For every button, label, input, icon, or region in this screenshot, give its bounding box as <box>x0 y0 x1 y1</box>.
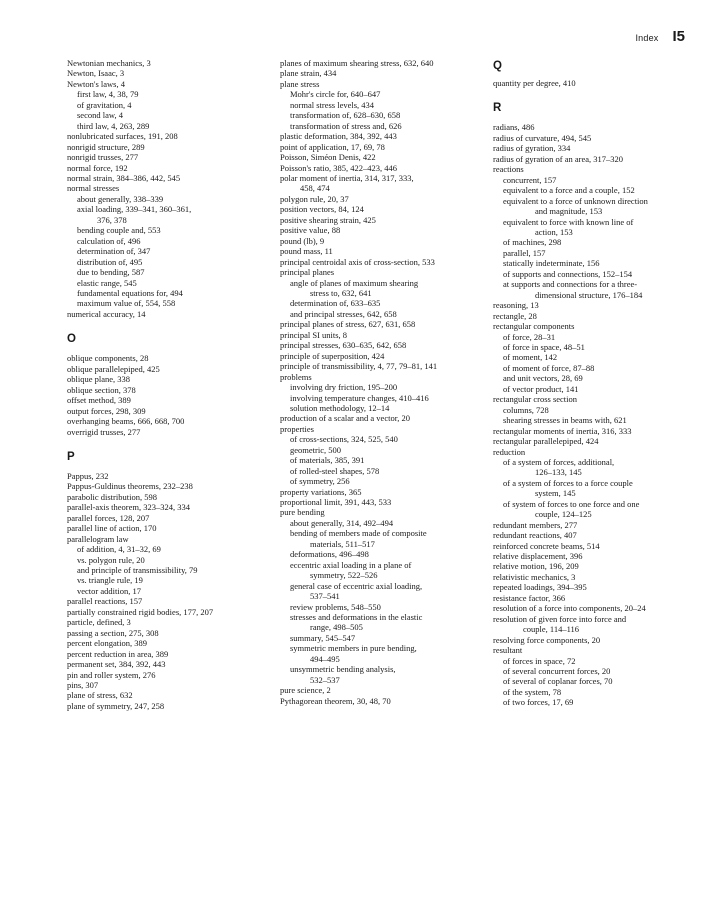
index-entry: pins, 307 <box>67 680 99 691</box>
index-subentry: statically indeterminate, 156 <box>503 258 600 269</box>
index-subentry: normal stress levels, 434 <box>290 99 375 110</box>
index-entry: plastic deformation, 384, 392, 443 <box>280 131 397 142</box>
index-entry: position vectors, 84, 124 <box>280 204 364 215</box>
index-subentry: vs. polygon rule, 20 <box>77 554 145 565</box>
index-entry: point of application, 17, 69, 78 <box>280 141 385 152</box>
index-entry: numerical accuracy, 14 <box>67 308 146 319</box>
index-entry: Pappus, 232 <box>67 470 109 481</box>
index-entry: polygon rule, 20, 37 <box>280 193 349 204</box>
index-entry: resolution of a force into components, 20–24 <box>493 603 646 614</box>
index-entry: reactions <box>493 164 524 175</box>
index-entry: nonlubricated surfaces, 191, 208 <box>67 131 178 142</box>
index-entry-continuation: 458, 474 <box>300 183 330 194</box>
index-subentry: second law, 4 <box>77 110 123 121</box>
index-subentry: of several of coplanar forces, 70 <box>503 676 613 687</box>
index-entry: percent elongation, 389 <box>67 638 148 649</box>
index-entry: oblique components, 28 <box>67 353 149 364</box>
index-subentry: of gravitation, 4 <box>77 99 132 110</box>
index-subentry: of machines, 298 <box>503 237 562 248</box>
index-subentry: eccentric axial loading in a plane of <box>290 559 412 570</box>
index-entry: rectangular moments of inertia, 316, 333 <box>493 425 632 436</box>
index-entry: positive value, 88 <box>280 225 341 236</box>
index-subentry: fundamental equations for, 494 <box>77 287 183 298</box>
index-entry: problems <box>280 371 312 382</box>
index-entry: normal strain, 384–386, 442, 545 <box>67 172 181 183</box>
index-entry: permanent set, 384, 392, 443 <box>67 659 166 670</box>
index-entry: polar moment of inertia, 314, 317, 333, <box>280 172 414 183</box>
index-subentry: of moment of force, 87–88 <box>503 362 595 373</box>
index-entry-continuation: couple, 114–116 <box>523 624 580 635</box>
index-subentry: stresses and deformations in the elastic <box>290 612 423 623</box>
index-column-3 <box>493 58 693 708</box>
index-entry: overhanging beams, 666, 668, 700 <box>67 416 185 427</box>
index-subentry: deformations, 496–498 <box>290 549 369 560</box>
index-entry: radians, 486 <box>493 122 535 133</box>
index-subentry: general case of eccentric axial loading, <box>290 580 423 591</box>
index-entry-continuation: system, 145 <box>535 488 576 499</box>
index-subentry: distribution of, 495 <box>77 256 143 267</box>
index-entry: Pappus-Guldinus theorems, 232–238 <box>67 481 193 492</box>
index-subentry: parallel, 157 <box>503 247 546 258</box>
index-subentry: of system of forces to one force and one <box>503 498 640 509</box>
index-subentry: involving temperature changes, 410–416 <box>290 392 429 403</box>
index-entry: rectangular components <box>493 321 575 332</box>
index-entry: nonrigid structure, 289 <box>67 141 145 152</box>
index-subentry: bending of members made of composite <box>290 528 427 539</box>
index-entry-continuation: 537–541 <box>310 591 340 602</box>
index-subentry: involving dry friction, 195–200 <box>290 382 398 393</box>
section-letter: R <box>493 102 502 115</box>
index-entry: relativistic mechanics, 3 <box>493 571 576 582</box>
index-subentry: determination of, 347 <box>77 246 151 257</box>
section-title: Index <box>635 33 659 43</box>
index-subentry: equivalent to force with known line of <box>503 216 634 227</box>
index-subentry: equivalent to a force and a couple, 152 <box>503 185 635 196</box>
index-entry-continuation: and magnitude, 153 <box>535 206 603 217</box>
index-subentry: of addition, 4, 31–32, 69 <box>77 544 161 555</box>
index-entry: rectangular parallelepiped, 424 <box>493 436 599 447</box>
index-subentry: about generally, 338–339 <box>77 193 164 204</box>
index-entry: nonrigid trusses, 277 <box>67 152 139 163</box>
index-subentry: of vector product, 141 <box>503 383 579 394</box>
index-entry: overrigid trusses, 277 <box>67 426 141 437</box>
index-entry: Poisson, Siméon Denis, 422 <box>280 152 376 163</box>
index-subentry: of force, 28–31 <box>503 331 556 342</box>
index-entry-continuation: 126–133, 145 <box>535 467 582 478</box>
section-letter: Q <box>493 60 502 72</box>
index-subentry: of moment, 142 <box>503 352 558 363</box>
index-entry: plane of symmetry, 247, 258 <box>67 700 165 711</box>
index-entry: radius of gyration, 334 <box>493 143 571 154</box>
index-entry-continuation: action, 153 <box>535 226 573 237</box>
index-entry: percent reduction in area, 389 <box>67 648 169 659</box>
index-entry: Newtonian mechanics, 3 <box>67 58 151 68</box>
index-entry: principle of transmissibility, 4, 77, 79–81, 141 <box>280 361 438 372</box>
index-entry: principal stresses, 630–635, 642, 658 <box>280 340 407 351</box>
index-entry: oblique section, 378 <box>67 384 136 395</box>
index-subentry: review problems, 548–550 <box>290 601 381 612</box>
index-entry: relative motion, 196, 209 <box>493 561 579 572</box>
index-entry: principal planes <box>280 267 335 278</box>
index-entry: reasoning, 13 <box>493 300 539 311</box>
index-subentry: first law, 4, 38, 79 <box>77 89 139 100</box>
index-subentry: third law, 4, 263, 289 <box>77 120 150 131</box>
index-entry-continuation: range, 498–505 <box>310 622 363 633</box>
index-entry: plane strain, 434 <box>280 68 337 79</box>
index-column-1 <box>67 58 267 711</box>
index-subentry: elastic range, 545 <box>77 277 137 288</box>
index-entry: passing a section, 275, 308 <box>67 627 159 638</box>
index-subentry: about generally, 314, 492–494 <box>290 517 394 528</box>
index-entry: resolving force components, 20 <box>493 634 601 645</box>
index-subentry: of two forces, 17, 69 <box>503 697 574 708</box>
index-subentry: axial loading, 339–341, 360–361, <box>77 204 192 215</box>
index-subentry: shearing stresses in beams with, 621 <box>503 415 627 426</box>
index-subentry: and unit vectors, 28, 69 <box>503 373 583 384</box>
index-entry: parabolic distribution, 598 <box>67 491 157 502</box>
index-entry: normal force, 192 <box>67 162 128 173</box>
index-entry: partially constrained rigid bodies, 177, 207 <box>67 606 214 617</box>
index-entry: pure science, 2 <box>280 685 331 696</box>
index-subentry: of materials, 385, 391 <box>290 455 365 466</box>
index-entry: principal centroidal axis of cross-section, 533 <box>280 256 435 267</box>
running-header <box>635 28 685 45</box>
index-entry: pure bending <box>280 507 325 518</box>
index-subentry: transformation of, 628–630, 658 <box>290 110 401 121</box>
index-entry: radius of gyration of an area, 317–320 <box>493 153 624 164</box>
index-entry: property variations, 365 <box>280 486 362 497</box>
index-subentry: at supports and connections for a three- <box>503 279 638 290</box>
index-entry: plane stress <box>280 78 320 89</box>
index-entry: parallel forces, 128, 207 <box>67 512 150 523</box>
index-subentry: of supports and connections, 152–154 <box>503 268 633 279</box>
index-entry-continuation: 494–495 <box>310 653 340 664</box>
index-entry: offset method, 389 <box>67 395 131 406</box>
index-subentry: calculation of, 496 <box>77 235 141 246</box>
index-entry: parallel-axis theorem, 323–324, 334 <box>67 502 190 513</box>
index-entry: resolution of given force into force and <box>493 613 627 624</box>
index-column-2 <box>280 58 480 706</box>
index-entry: Newton's laws, 4 <box>67 78 125 89</box>
index-entry: pound mass, 11 <box>280 246 333 257</box>
index-entry: properties <box>280 423 314 434</box>
index-entry: particle, defined, 3 <box>67 617 131 628</box>
index-entry: repeated loadings, 394–395 <box>493 582 587 593</box>
index-subentry: columns, 728 <box>503 404 549 415</box>
section-letter: O <box>67 333 76 346</box>
index-entry: plane of stress, 632 <box>67 690 133 701</box>
index-subentry: summary, 545–547 <box>290 632 356 643</box>
index-subentry: of a system of forces, additional, <box>503 456 615 467</box>
index-entry: relative displacement, 396 <box>493 551 583 562</box>
index-entry: radius of curvature, 494, 545 <box>493 132 592 143</box>
index-subentry: of cross-sections, 324, 525, 540 <box>290 434 398 445</box>
index-entry-continuation: 376, 378 <box>97 214 127 225</box>
index-subentry: of a system of forces to a force couple <box>503 477 633 488</box>
index-entry: resultant <box>493 645 523 656</box>
index-entry: oblique parallelepiped, 425 <box>67 363 160 374</box>
index-subentry: unsymmetric bending analysis, <box>290 664 396 675</box>
index-subentry: of force in space, 48–51 <box>503 341 585 352</box>
index-entry: pin and roller system, 276 <box>67 669 156 680</box>
index-entry: reinforced concrete beams, 514 <box>493 540 600 551</box>
index-entry: quantity per degree, 410 <box>493 78 576 88</box>
index-subentry: maximum value of, 554, 558 <box>77 298 176 309</box>
index-entry: reduction <box>493 446 526 457</box>
index-subentry: symmetric members in pure bending, <box>290 643 417 654</box>
index-subentry: of the system, 78 <box>503 686 562 697</box>
index-entry: Newton, Isaac, 3 <box>67 68 125 79</box>
index-subentry: of symmetry, 256 <box>290 476 350 487</box>
index-subentry: equivalent to a force of unknown direction <box>503 195 648 206</box>
index-entry: output forces, 298, 309 <box>67 405 146 416</box>
index-entry: principal planes of stress, 627, 631, 658 <box>280 319 416 330</box>
index-entry: normal stresses <box>67 183 120 194</box>
index-subentry: angle of planes of maximum shearing <box>290 277 419 288</box>
index-subentry: Mohr's circle for, 640–647 <box>290 89 381 100</box>
index-entry-continuation: materials, 511–517 <box>310 538 375 549</box>
index-entry-continuation: dimensional structure, 176–184 <box>535 289 643 300</box>
index-entry-continuation: symmetry, 522–526 <box>310 570 378 581</box>
index-subentry: solution methodology, 12–14 <box>290 402 390 413</box>
index-entry-continuation: 532–537 <box>310 674 340 685</box>
index-entry: parallel line of action, 170 <box>67 523 157 534</box>
page-number: I5 <box>672 28 685 45</box>
index-subentry: determination of, 633–635 <box>290 298 381 309</box>
index-subentry: transformation of stress and, 626 <box>290 120 402 131</box>
index-entry-continuation: stress to, 632, 641 <box>310 287 372 298</box>
index-subentry: concurrent, 157 <box>503 174 557 185</box>
index-entry-continuation: couple, 124–125 <box>535 509 592 520</box>
index-entry: redundant reactions, 407 <box>493 530 577 541</box>
index-subentry: of forces in space, 72 <box>503 655 576 666</box>
index-entry: parallel reactions, 157 <box>67 596 143 607</box>
index-entry: principle of superposition, 424 <box>280 350 385 361</box>
index-entry: resistance factor, 366 <box>493 592 566 603</box>
index-subentry: vs. triangle rule, 19 <box>77 575 143 586</box>
index-entry: oblique plane, 338 <box>67 374 131 385</box>
index-entry: parallelogram law <box>67 533 129 544</box>
index-entry: planes of maximum shearing stress, 632, 640 <box>280 58 434 68</box>
index-entry: rectangular cross section <box>493 394 578 405</box>
index-entry: Poisson's ratio, 385, 422–423, 446 <box>280 162 397 173</box>
index-subentry: of several concurrent forces, 20 <box>503 666 611 677</box>
index-entry: redundant members, 277 <box>493 519 578 530</box>
index-subentry: and principle of transmissibility, 79 <box>77 565 198 576</box>
index-entry: principal SI units, 8 <box>280 329 348 340</box>
index-subentry: vector addition, 17 <box>77 585 141 596</box>
index-entry: pound (lb), 9 <box>280 235 325 246</box>
section-letter: P <box>67 450 75 463</box>
index-subentry: and principal stresses, 642, 658 <box>290 308 397 319</box>
index-subentry: due to bending, 587 <box>77 267 145 278</box>
index-entry: proportional limit, 391, 443, 533 <box>280 497 392 508</box>
index-entry: positive shearing strain, 425 <box>280 214 376 225</box>
index-subentry: geometric, 500 <box>290 444 341 455</box>
index-entry: rectangle, 28 <box>493 310 537 321</box>
index-entry: Pythagorean theorem, 30, 48, 70 <box>280 695 391 706</box>
index-subentry: bending couple and, 553 <box>77 225 161 236</box>
index-entry: production of a scalar and a vector, 20 <box>280 413 410 424</box>
index-subentry: of rolled-steel shapes, 578 <box>290 465 380 476</box>
